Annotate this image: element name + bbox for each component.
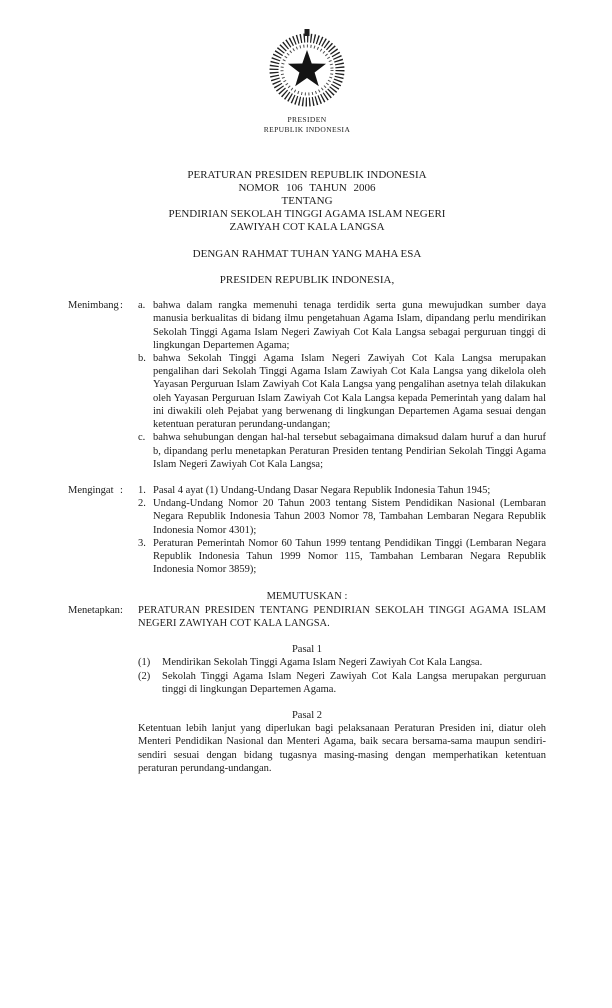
item-text: Peraturan Pemerintah Nomor 60 Tahun 1999 tentang Pendidikan Tinggi (Lembaran Negara Republik Indonesia Tahun 1999 Nomor 115, Tambahan Lembaran Negara Republik Indonesia Nomor 3859); bbox=[153, 537, 546, 576]
memutuskan-heading: MEMUTUSKAN : bbox=[266, 591, 348, 603]
pasal-2-body bbox=[138, 722, 546, 775]
menetapkan-colon: : bbox=[120, 604, 123, 616]
title-line-tentang: TENTANG bbox=[281, 195, 333, 208]
issuer-line: PRESIDEN REPUBLIK INDONESIA, bbox=[219, 274, 395, 287]
menetapkan-text: PERATURAN PRESIDEN TENTANG PENDIRIAN SEKOLAH TINGGI AGAMA ISLAM NEGERI ZAWIYAH COT KALA LANGSA. bbox=[138, 604, 546, 629]
item-text: bahwa Sekolah Tinggi Agama Islam Negeri Zawiyah Cot Kala Langsa merupakan pengalihan dari Sekolah Tinggi Agama Islam Zawiyah Cot Kala Langsa yang dikelola oleh Yayasan Perguruan Islam Zawiyah Cot Kala Langsa yang pengalihan asetnya telah dilakukan oleh Yayasan Perguruan Islam Zawiyah Cot Kala Langsa kepada Pemerintah yang dalam hal ini diwakili oleh Pejabat yang berwenang di lingkungan Departemen Agama sesuai dengan ketentuan peraturan perundang-undangan; bbox=[153, 352, 546, 431]
emblem-container bbox=[68, 26, 546, 110]
pasal-2-text: Ketentuan lebih lanjut yang diperlukan bagi pelaksanaan Peraturan Presiden ini, diatur oleh Menteri Pendidikan Nasional dan Menteri Agama, baik secara bersama-sama maupun sendiri-sendiri sesuai dengan bidang tugasnya masing-masing dengan memperhatikan ketentuan peraturan perundang-undangan. bbox=[138, 723, 546, 774]
item-text: Mendirikan Sekolah Tinggi Agama Islam Negeri Zawiyah Cot Kala Langsa. bbox=[162, 657, 483, 669]
menimbang-colon: : bbox=[120, 300, 123, 312]
menetapkan-label: Menetapkan bbox=[68, 604, 120, 616]
title-line-nomor: NOMOR 106 TAHUN 2006 bbox=[238, 182, 376, 195]
item-text: bahwa dalam rangka memenuhi tenaga terdidik serta guna mewujudkan sumber daya manusia berkualitas di bidang ilmu pengetahuan Agama Islam, dipandang perlu mendirikan Sekolah Tinggi Agama Islam Negeri Zawiyah Cot Kala Langsa sebagai perguruan tinggi di lingkungan Departemen Agama; bbox=[153, 300, 546, 351]
list-item bbox=[138, 299, 546, 352]
title-line-4: PENDIRIAN SEKOLAH TINGGI AGAMA ISLAM NEGERI bbox=[168, 208, 446, 221]
item-marker: 3. bbox=[138, 537, 146, 549]
menimbang-items bbox=[138, 299, 546, 471]
mengingat-colon: : bbox=[120, 484, 123, 496]
list-item bbox=[138, 537, 546, 577]
document-body bbox=[68, 299, 546, 775]
pasal-1-heading: Pasal 1 bbox=[291, 644, 323, 656]
section-menetapkan bbox=[68, 604, 546, 630]
title-line-5: ZAWIYAH COT KALA LANGSA bbox=[229, 221, 385, 234]
menimbang-label: Menimbang bbox=[68, 300, 119, 312]
item-marker: (1) bbox=[138, 657, 151, 669]
agency-line-presiden: PRESIDEN bbox=[287, 115, 327, 124]
invocation-line: DENGAN RAHMAT TUHAN YANG MAHA ESA bbox=[192, 248, 422, 261]
list-item bbox=[138, 431, 546, 471]
item-marker: b. bbox=[138, 352, 146, 364]
list-item bbox=[138, 670, 546, 696]
item-text: Sekolah Tinggi Agama Islam Negeri Zawiyah Cot Kala Langsa merupakan perguruan tinggi di lingkungan Departemen Agama. bbox=[162, 670, 546, 695]
list-item bbox=[138, 497, 546, 537]
regulation-title bbox=[68, 169, 546, 234]
item-marker: a. bbox=[138, 300, 146, 312]
pasal-2-heading: Pasal 2 bbox=[291, 710, 323, 721]
mengingat-label: Mengingat bbox=[68, 484, 114, 496]
mengingat-items bbox=[138, 484, 546, 577]
section-mengingat bbox=[68, 484, 546, 577]
item-text: bahwa sehubungan dengan hal-hal tersebut sebagaimana dimaksud dalam huruf a dan huruf b, dipandang perlu menetapkan Peraturan Presiden tentang Pendirian Sekolah Tinggi Agama Islam Negeri Zawiyah Cot Kala Langsa; bbox=[153, 432, 546, 470]
agency-name bbox=[68, 115, 546, 135]
section-menimbang bbox=[68, 299, 546, 471]
state-emblem-icon bbox=[264, 26, 350, 110]
item-text: Undang-Undang Nomor 20 Tahun 2003 tentang Sistem Pendidikan Nasional (Lembaran Negara Republik Indonesia Tahun 2003 Nomor 78, Tambahan Lembaran Negara Republik Indonesia Nomor 4301); bbox=[153, 498, 546, 536]
pasal-1-body bbox=[138, 656, 546, 696]
list-item bbox=[138, 484, 546, 497]
agency-line-republik: REPUBLIK INDONESIA bbox=[263, 125, 351, 135]
star-icon bbox=[288, 50, 326, 86]
item-text: Pasal 4 ayat (1) Undang-Undang Dasar Negara Republik Indonesia Tahun 1945; bbox=[153, 484, 491, 496]
list-item bbox=[138, 656, 546, 669]
title-line-1: PERATURAN PRESIDEN REPUBLIK INDONESIA bbox=[187, 169, 427, 182]
list-item bbox=[138, 352, 546, 431]
item-marker: 2. bbox=[138, 498, 146, 510]
item-marker: (2) bbox=[138, 670, 151, 682]
item-marker: c. bbox=[138, 432, 146, 444]
item-marker: 1. bbox=[138, 484, 146, 496]
